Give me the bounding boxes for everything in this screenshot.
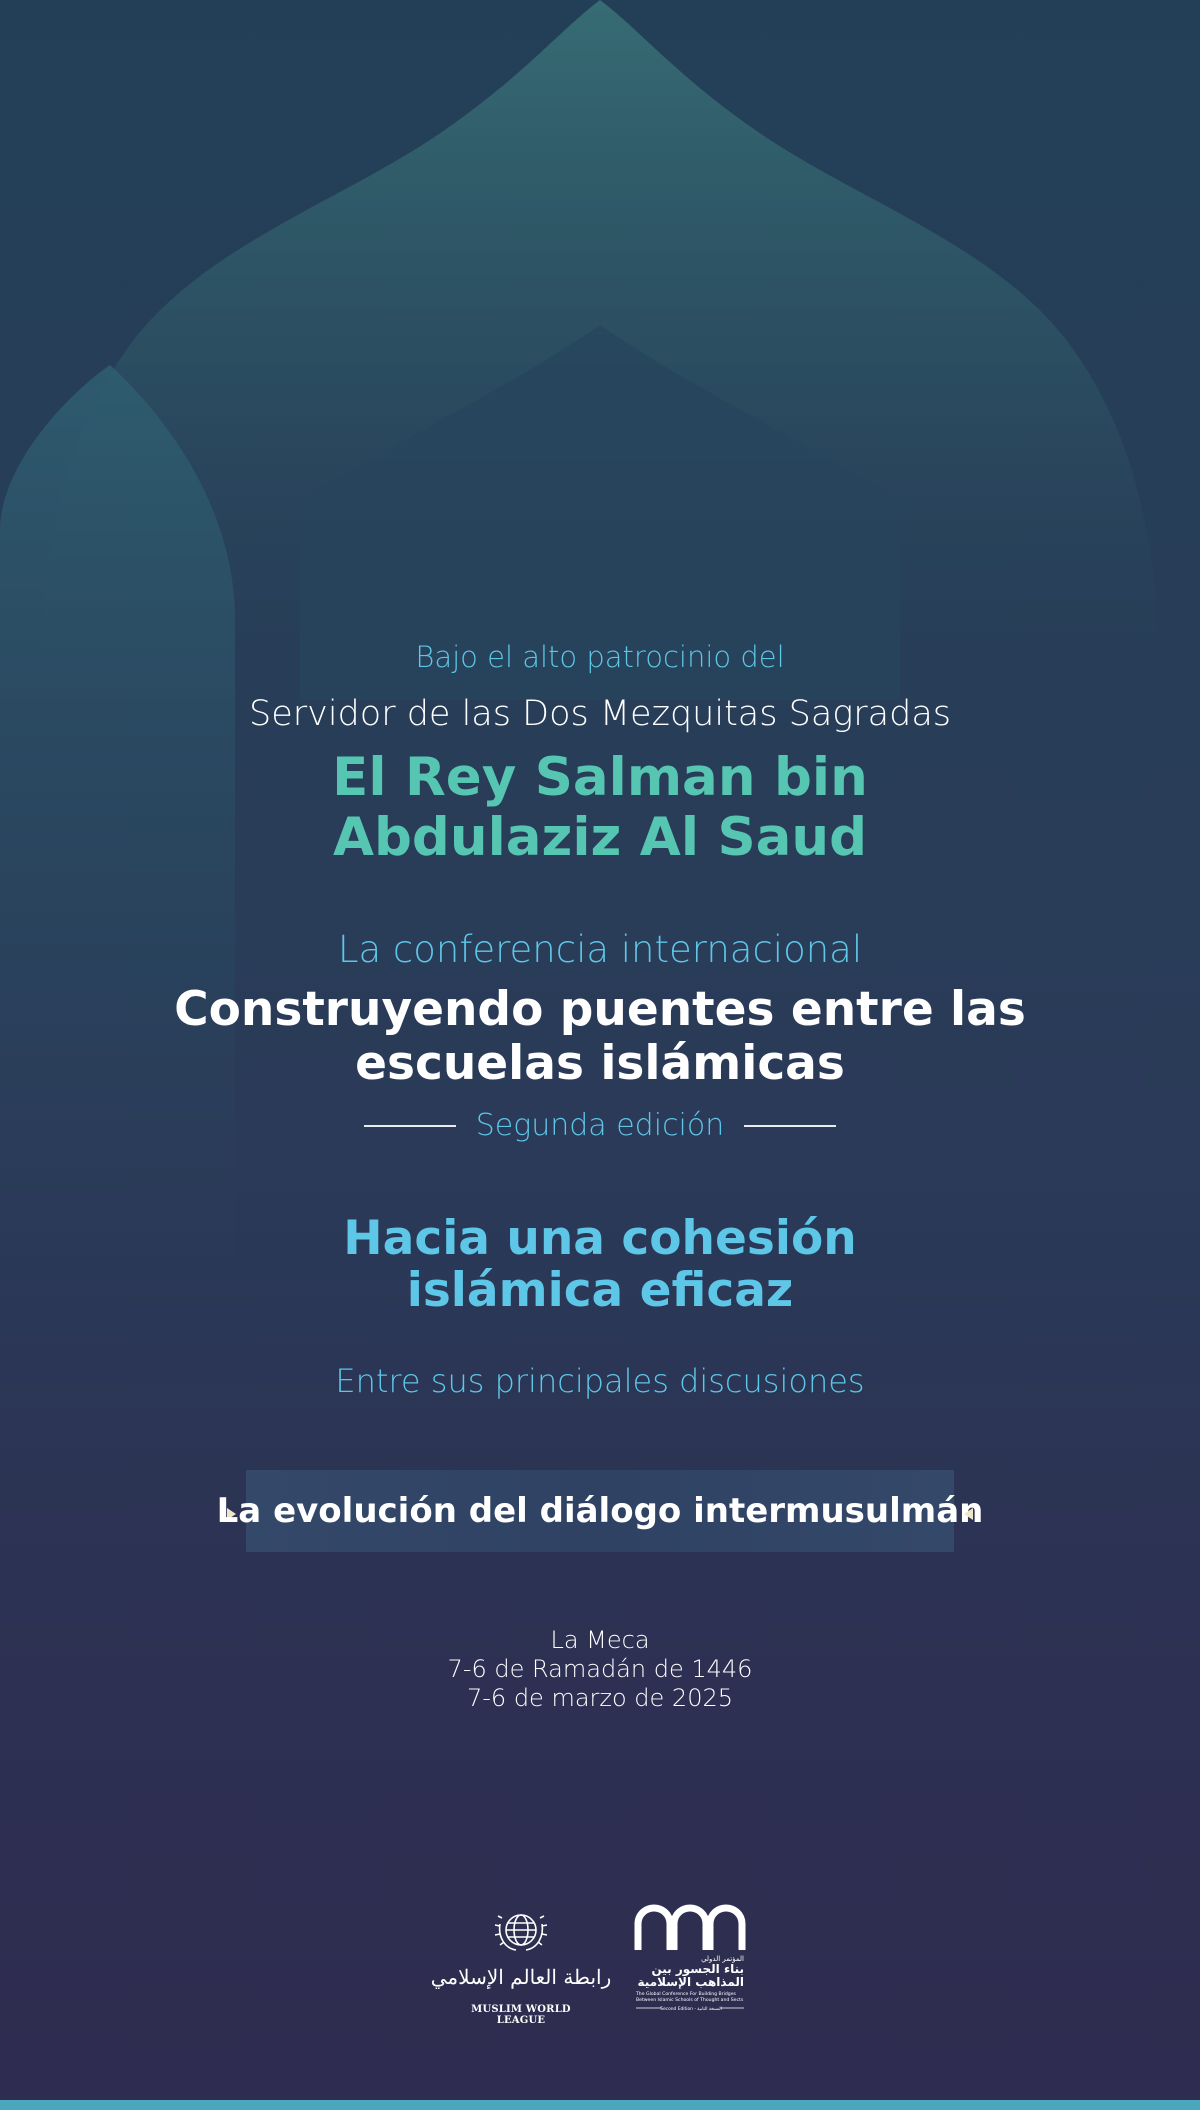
king-name — [0, 748, 1200, 868]
edition-row — [0, 1108, 1200, 1143]
king-name-line1: El Rey Salman bin — [332, 747, 868, 808]
mwl-english-name: MUSLIM WORLD LEAGUE — [471, 2004, 571, 2026]
arrow-left-icon — [964, 1508, 973, 1520]
topic-banner — [0, 1470, 1200, 1552]
svg-text:المذاهب الإسلامية: المذاهب الإسلامية — [637, 1975, 744, 1989]
conference-title-line1: Construyendo puentes entre las — [174, 982, 1026, 1037]
svg-text:المؤتمر الدولي: المؤتمر الدولي — [701, 1955, 744, 1963]
muslim-world-league-logo — [430, 1906, 612, 2026]
svg-text:Second Edition - النسخة الثاني: Second Edition - النسخة الثانية — [660, 2007, 722, 2012]
svg-text:بناء الجسور بين: بناء الجسور بين — [651, 1962, 744, 1976]
conference-theme — [0, 1213, 1200, 1317]
king-name-line2: Abdulaziz Al Saud — [332, 807, 868, 868]
topic-box — [216, 1470, 984, 1552]
edition-label: Segunda edición — [475, 1108, 725, 1143]
svg-text:Between Islamic Schools of Tho: Between Islamic Schools of Thought and Sects — [636, 1998, 744, 2003]
theme-line1: Hacia una cohesión — [343, 1211, 857, 1266]
svg-text:The Global Conference For Buil: The Global Conference For Building Bridges — [636, 1992, 736, 1997]
discussions-intro: Entre sus principales discusiones — [335, 1362, 865, 1400]
arches-icon — [634, 1906, 750, 2026]
conference-title-line2: escuelas islámicas — [355, 1036, 845, 1091]
patronage-intro: Bajo el alto patrocinio del — [415, 640, 785, 674]
event-details — [0, 1626, 1200, 1713]
event-gregorian-date: 7-6 de marzo de 2025 — [466, 1684, 734, 1712]
bottom-accent-bar — [0, 2100, 1200, 2110]
edition-left-rule — [364, 1125, 456, 1127]
conference-intro: La conferencia internacional — [337, 928, 863, 971]
topic-text: La evolución del diálogo intermusulmán — [216, 1491, 984, 1531]
svg-text:رابطة العالم الإسلامي: رابطة العالم الإسلامي — [430, 1965, 612, 1989]
edition-right-rule — [744, 1125, 836, 1127]
logos-row — [0, 1900, 1200, 2030]
patron-title: Servidor de las Dos Mezquitas Sagradas — [248, 694, 952, 734]
conference-title — [0, 983, 1200, 1091]
globe-emblem-icon — [430, 1906, 612, 2006]
conference-logo — [634, 1906, 750, 2026]
theme-line2: islámica eficaz — [406, 1263, 794, 1318]
event-hijri-date: 7-6 de Ramadán de 1446 — [447, 1655, 753, 1683]
event-place: La Meca — [550, 1626, 650, 1654]
